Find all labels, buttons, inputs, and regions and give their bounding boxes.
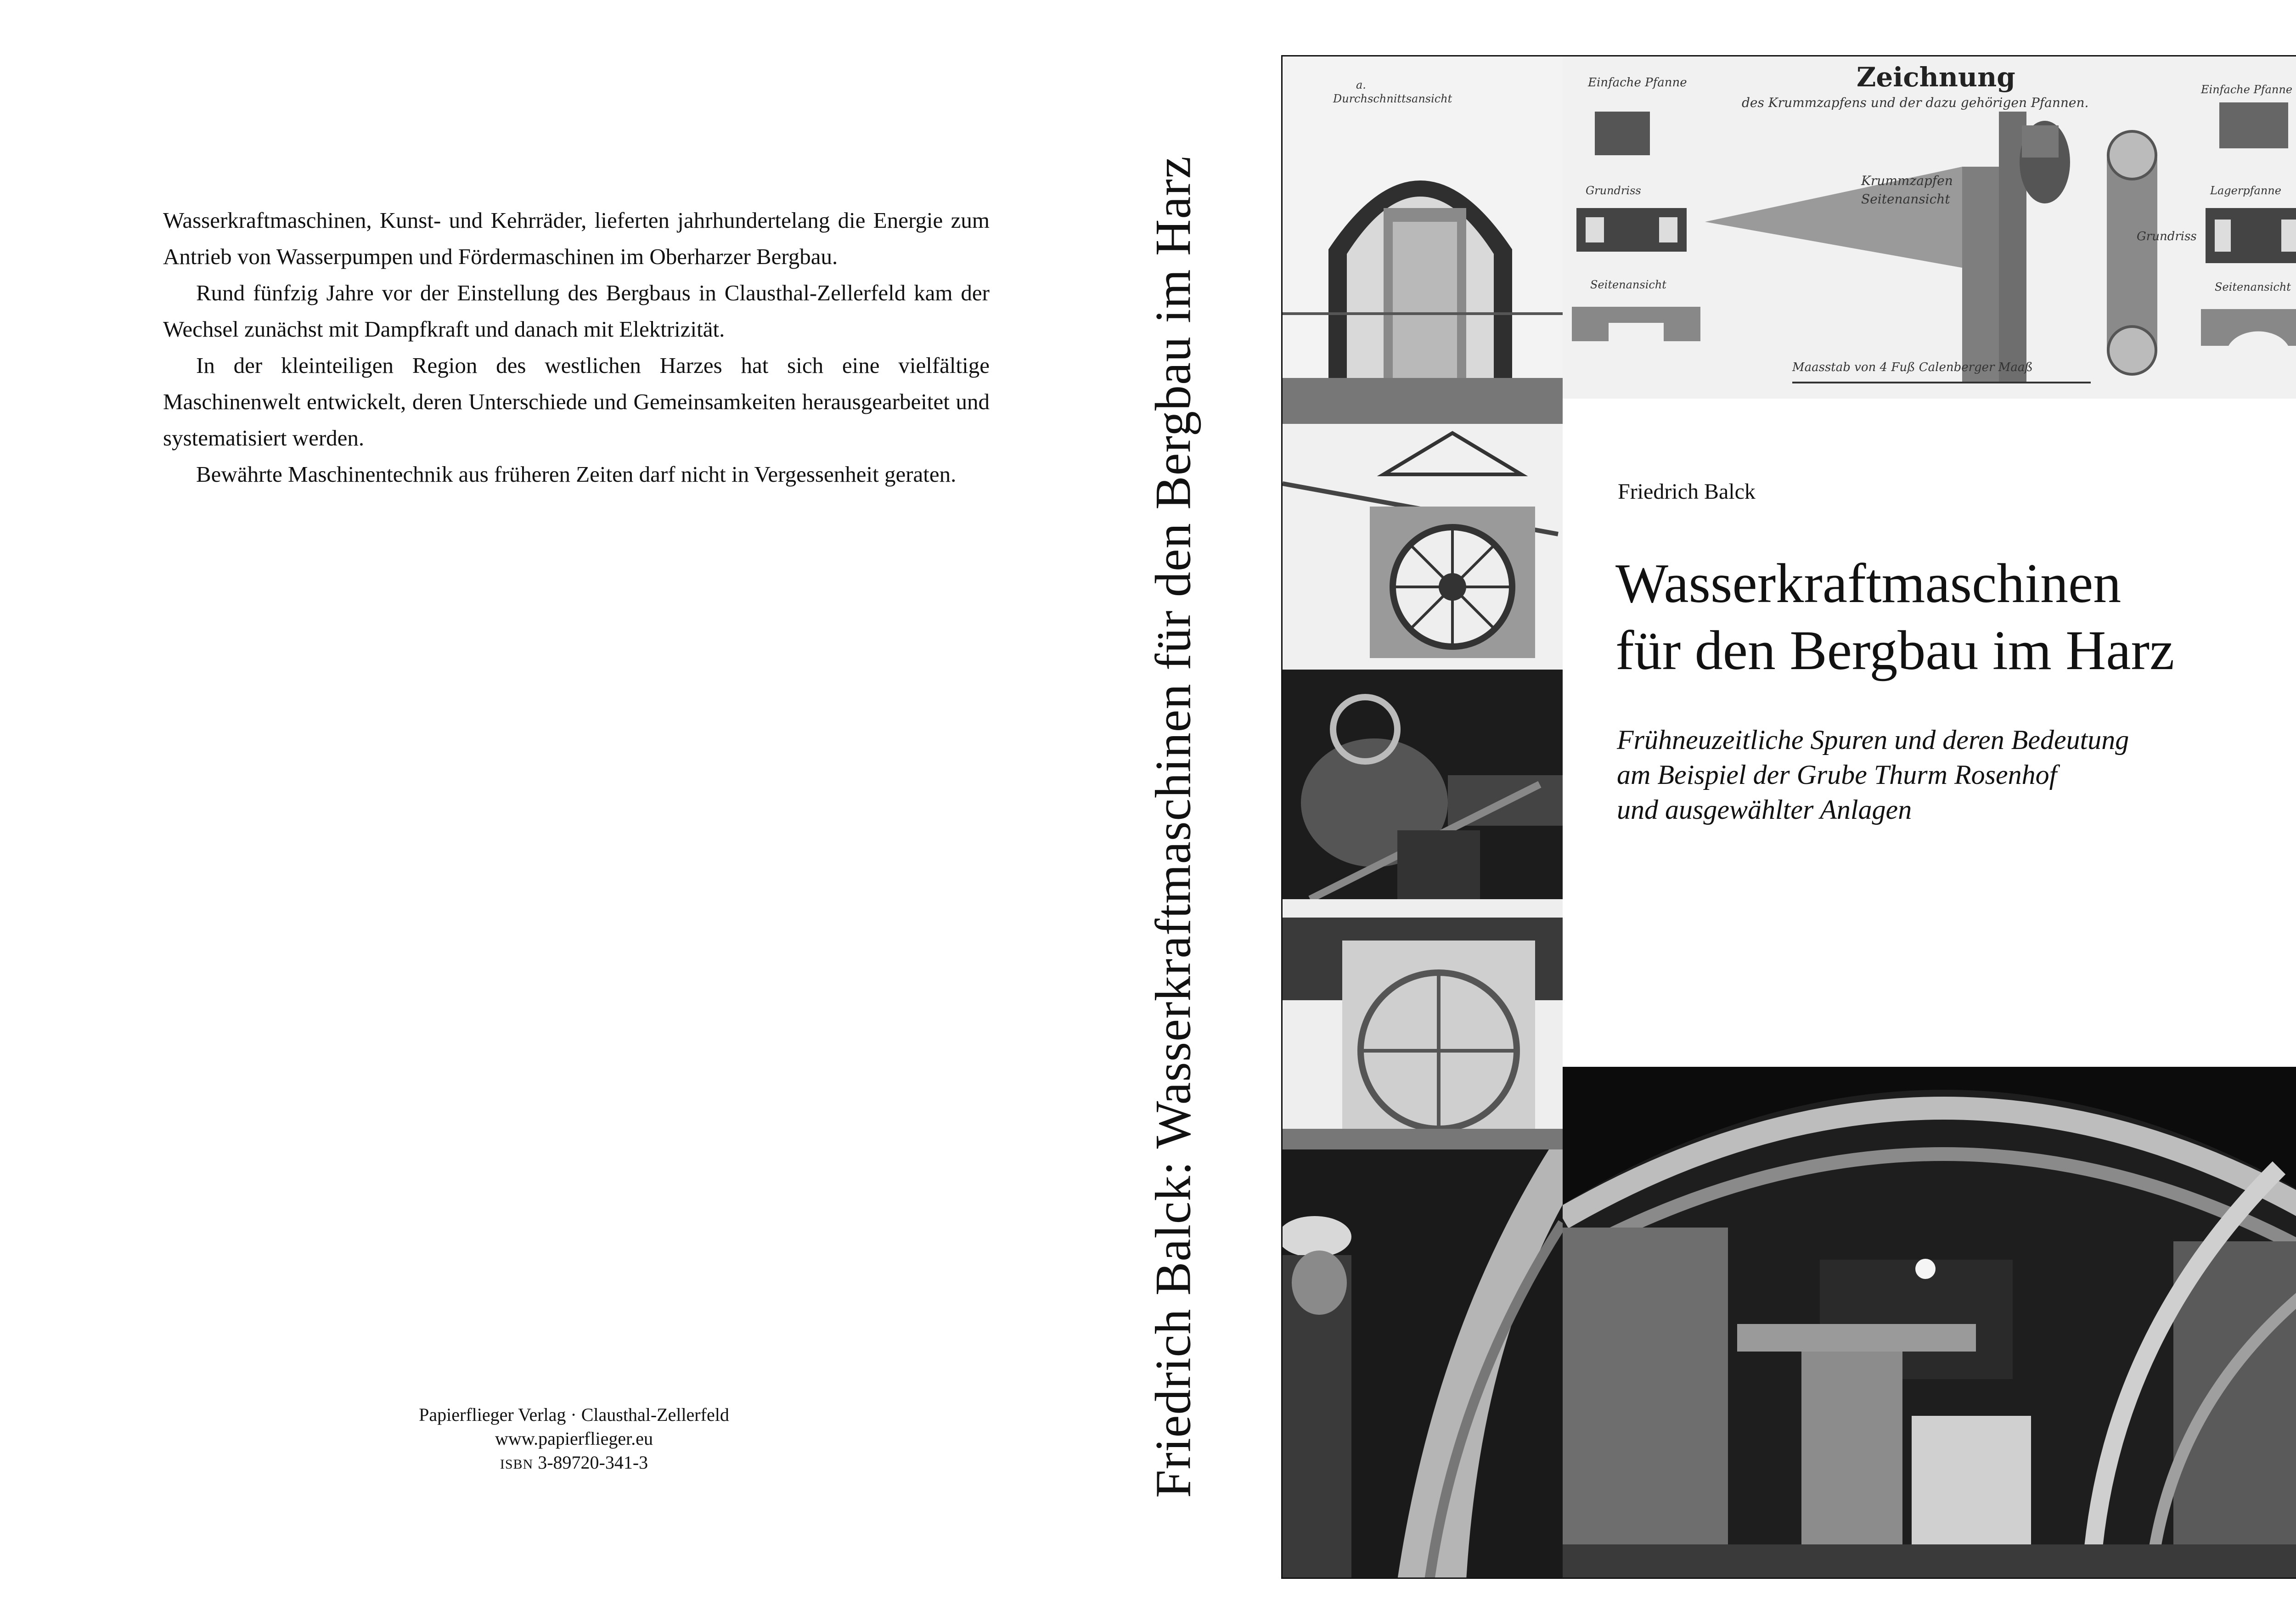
drawing-heading: Zeichnung [1857, 62, 2015, 93]
pfanne-right-top [2219, 102, 2288, 148]
cover-title-block [1563, 399, 2296, 1067]
drawing-heading-sub: des Krummzapfens und der dazu gehörigen Pfannen. [1742, 95, 2089, 110]
engine-block [1801, 1352, 1902, 1544]
label-durchschnitt: Durchschnittsansicht [1333, 92, 1452, 105]
label-einfache-pfanne-right: Einfache Pfanne [2201, 83, 2293, 96]
label-grundriss-mid: Grundriss [2137, 230, 2197, 243]
brick-wall-right [2173, 1241, 2296, 1579]
crankshaft-drawing-svg [1563, 56, 2296, 399]
wheel-chamber-svg [1283, 899, 1563, 1149]
back-cover-blurb [163, 202, 990, 492]
cover-subtitle [1617, 722, 2296, 827]
crankshaft-drawing [1563, 56, 2296, 399]
blurb-paragraph-1: Wasserkraftmaschinen, Kunst- und Kehrräder, lieferten jahrhundertelang die Energie zum Antrieb von Wasserpumpen und Fördermaschinen im Oberharzer Bergbau. [163, 208, 990, 269]
crank-arm [1962, 167, 1999, 383]
isbn-label: ISBN [500, 1457, 534, 1472]
isbn-number: 3-89720-341-3 [538, 1452, 648, 1473]
label-a: a. [1356, 79, 1366, 91]
label-massstab: Maasstab von 4 Fuß Calenberger Maaß [1792, 361, 2033, 374]
cover-subtitle-line-3: und ausgewählter Anlagen [1617, 794, 1912, 825]
water-wheel-svg [1283, 424, 1563, 670]
tunnel-machinery-photograph [1563, 1067, 2296, 1579]
blurb-paragraph-4: Bewährte Maschinentechnik aus früheren Zeiten darf nicht in Vergessenheit geraten. [196, 462, 957, 487]
wheel-house-drawing [1283, 56, 1563, 426]
blurb-paragraph-3: In der kleinteiligen Region des westlichen Harzes hat sich eine vielfältige Maschinenwelt entwickelt, deren Unterschiede und Gemeinsamkeiten herausgearbeitet und systematisiert werden. [163, 353, 990, 451]
publisher-line: Papierflieger Verlag · Clausthal-Zellerfeld [419, 1404, 729, 1425]
label-seitenansicht-mid: Seitenansicht [1861, 192, 1950, 207]
pipe [1737, 1324, 1976, 1352]
wheel-chamber-drawing [1283, 899, 1563, 1151]
cover-title-line-2: für den Bergbau im Harz [1615, 620, 2175, 682]
label-krummzapfen: Krummzapfen [1861, 173, 1953, 188]
pump-photograph [1283, 670, 1563, 901]
cover-subtitle-line-1: Frühneuzeitliche Spuren und deren Bedeutung [1617, 725, 2129, 755]
worker-photo-svg [1283, 1149, 1563, 1579]
publisher-imprint [349, 1403, 799, 1476]
tunnel-photo-svg [1563, 1067, 2296, 1579]
label-seitenansicht-left: Seitenansicht [1590, 278, 1666, 291]
pump-photo-svg [1283, 670, 1563, 899]
pfanne-top-view [1595, 112, 1650, 155]
worker-wheel-photograph [1283, 1149, 1563, 1579]
label-grundriss-left: Grundriss [1586, 184, 1641, 197]
cover-title-line-1: Wasserkraftmaschinen [1615, 552, 2122, 614]
cover-subtitle-line-2: am Beispiel der Grube Thurm Rosenhof [1617, 760, 2057, 790]
wheel-house-svg [1283, 56, 1563, 424]
label-einfache-pfanne: Einfache Pfanne [1588, 76, 1687, 90]
water-wheel-drawing [1283, 424, 1563, 671]
blurb-paragraph-2: Rund fünfzig Jahre vor der Einstellung des Bergbaus in Clausthal-Zellerfeld kam der Wechsel zunächst mit Dampfkraft und danach mit Elektrizität. [163, 280, 990, 342]
cover-author: Friedrich Balck [1618, 479, 1756, 504]
isbn [349, 1451, 799, 1476]
cover-title [1615, 550, 2296, 684]
publisher-website: www.papierflieger.eu [495, 1428, 653, 1449]
label-seitenansicht-right: Seitenansicht [2215, 281, 2291, 293]
tunnel-lamp [1915, 1259, 1936, 1279]
brick-wall-left [1563, 1228, 1728, 1579]
book-spine [1120, 155, 1226, 1498]
label-lagerpfanne: Lagerpfanne [2210, 184, 2281, 197]
front-cover [1281, 55, 2296, 1579]
spine-title: Friedrich Balck: Wasserkraftmaschinen für den Bergbau im Harz [1145, 155, 1201, 1498]
